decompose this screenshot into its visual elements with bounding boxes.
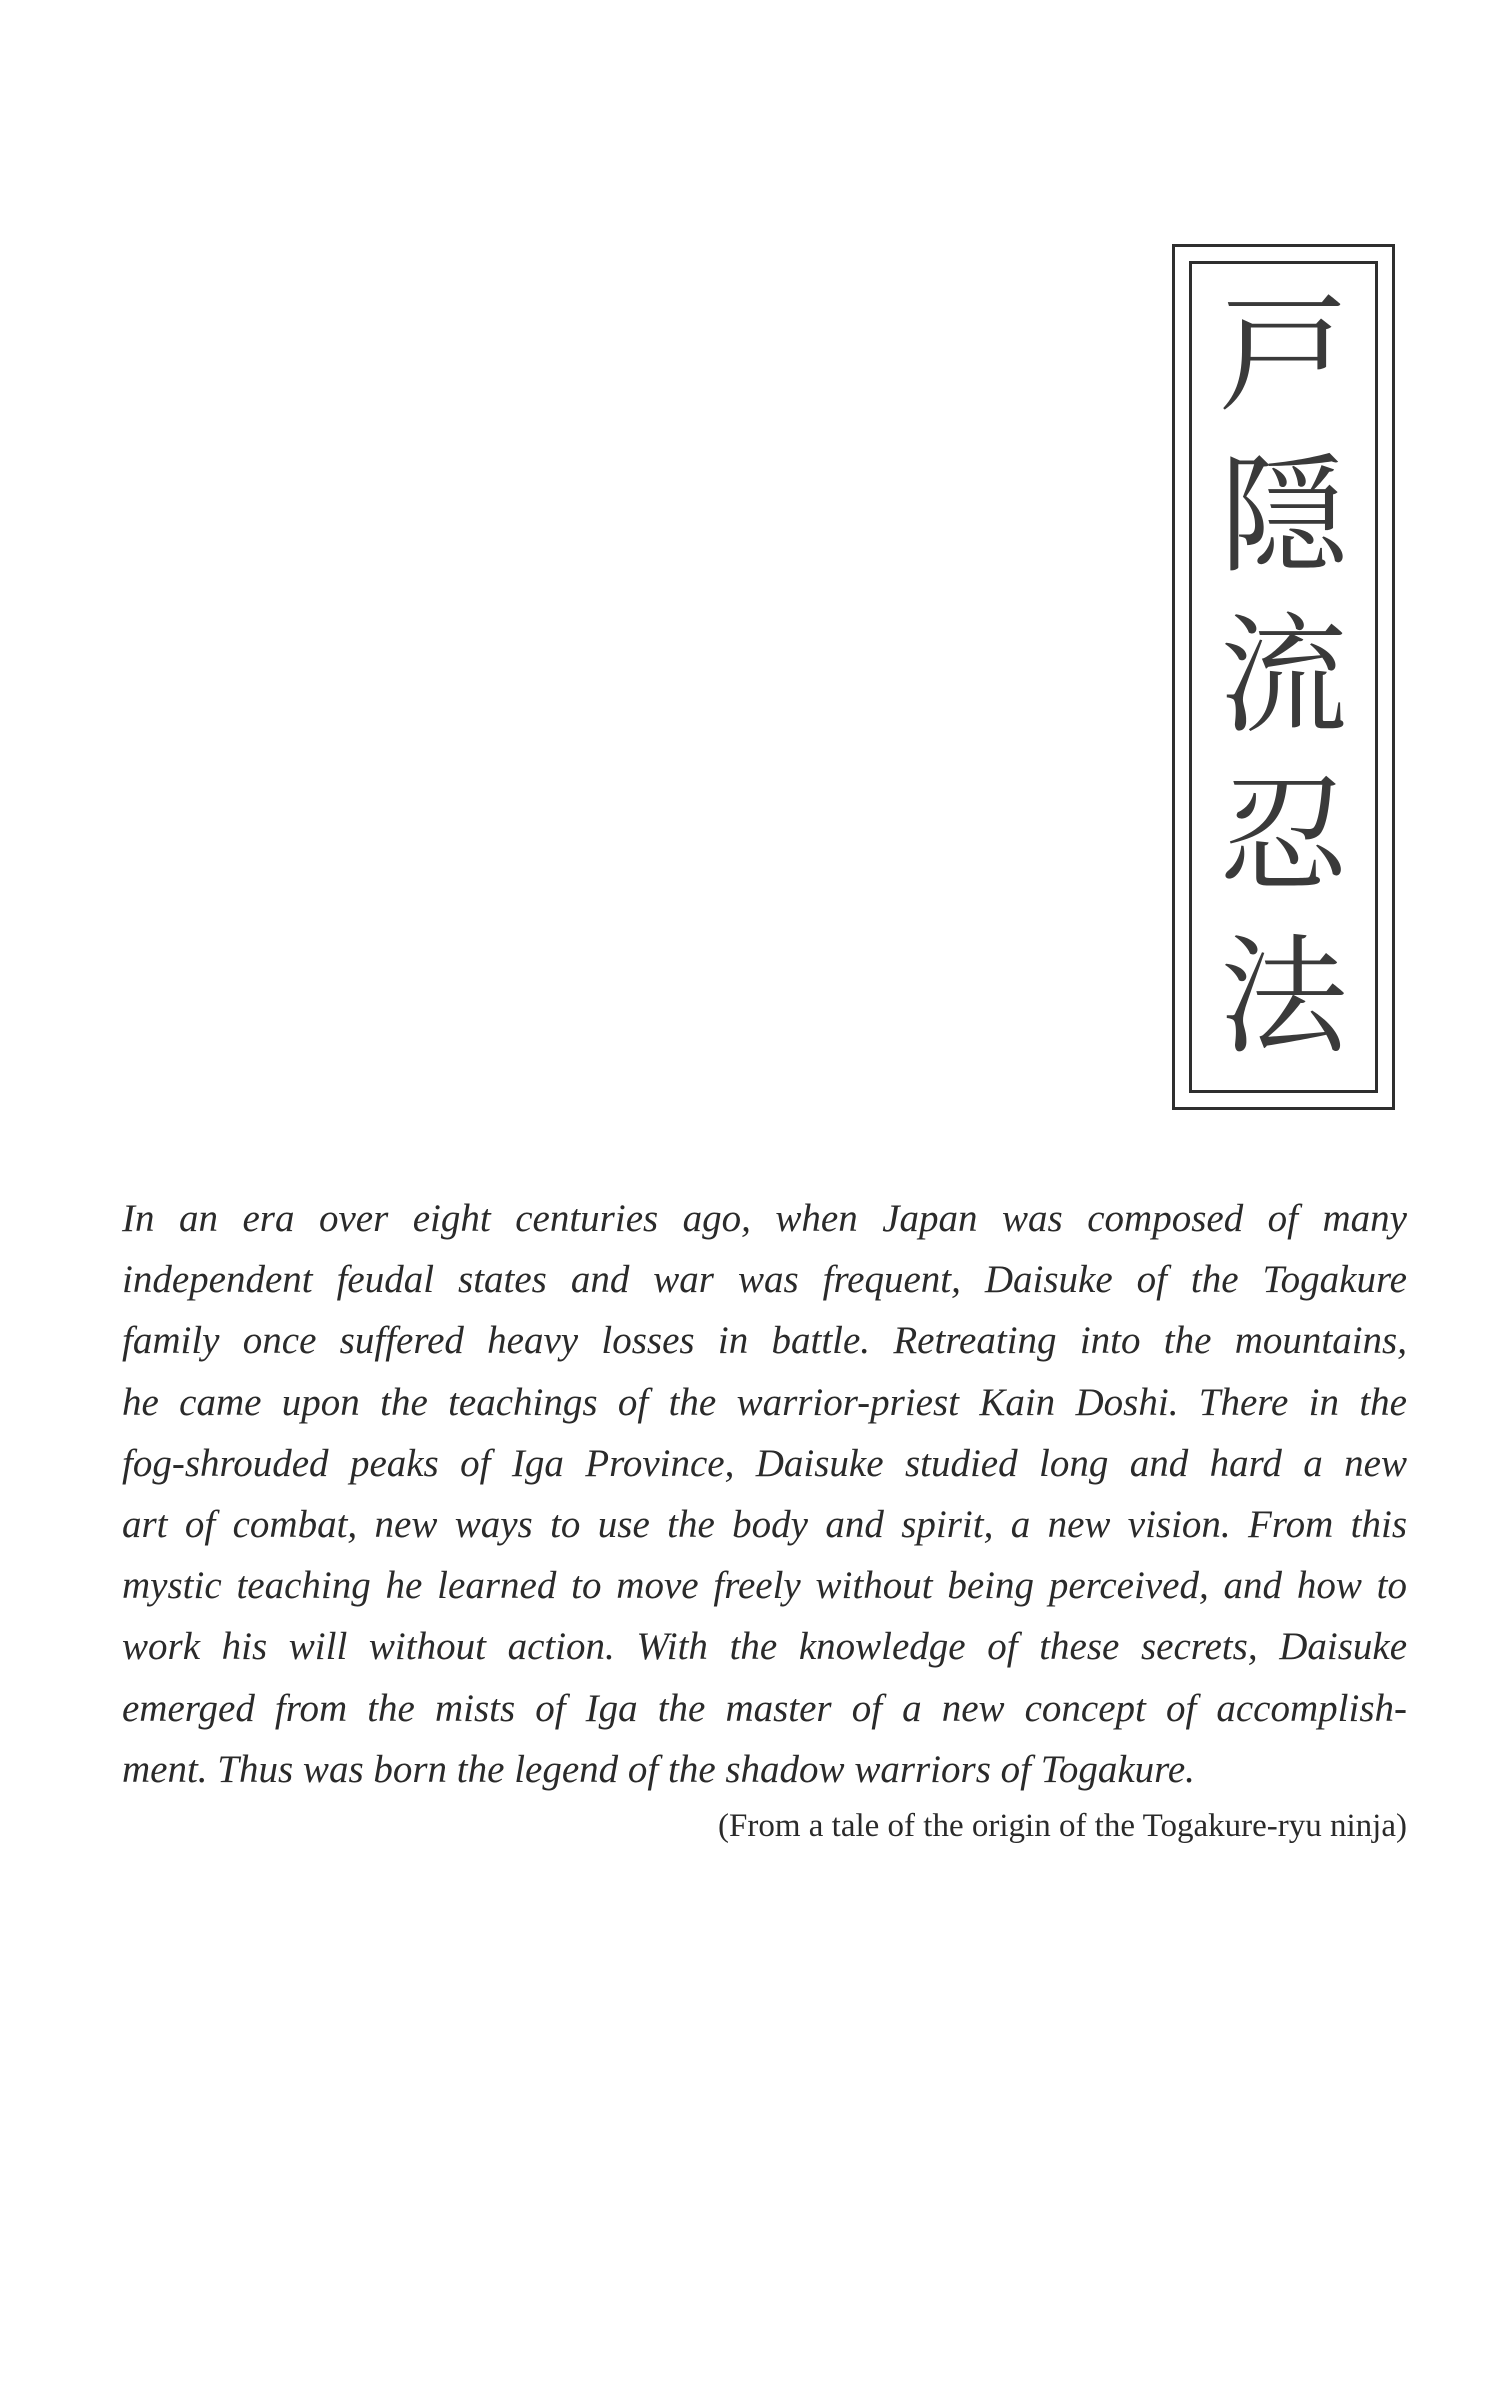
kanji-character: 戸: [1219, 281, 1348, 431]
kanji-character: 流: [1219, 601, 1348, 751]
passage-line: mystic teaching he learned to move freely without being perceived, and how to: [122, 1564, 1407, 1608]
passage-line: emerged from the mists of Iga the master of a new concept of accomplish-: [122, 1686, 1407, 1730]
title-kanji-box: [1172, 244, 1395, 1110]
passage-line: ment. Thus was born the legend of the shadow warriors of Togakure.: [122, 1747, 1195, 1791]
passage-line: he came upon the teachings of the warrior-priest Kain Doshi. There in the: [122, 1380, 1407, 1424]
passage-line: art of combat, new ways to use the body and spirit, a new vision. From this: [122, 1503, 1407, 1547]
kanji-character: 法: [1219, 922, 1348, 1072]
passage-line: family once suffered heavy losses in battle. Retreating into the mountains,: [122, 1319, 1407, 1363]
kanji-character: 隠: [1219, 441, 1348, 591]
passage-line: independent feudal states and war was frequent, Daisuke of the Togakure: [122, 1258, 1407, 1302]
attribution-caption: (From a tale of the origin of the Togakure-ryu ninja): [718, 1808, 1407, 1844]
legend-passage: [122, 1188, 1407, 1800]
passage-line: work his will without action. With the knowledge of these secrets, Daisuke: [122, 1625, 1407, 1669]
passage-line: fog-shrouded peaks of Iga Province, Daisuke studied long and hard a new: [122, 1441, 1407, 1485]
kanji-character: 忍: [1219, 762, 1348, 912]
title-kanji-inner-frame: [1189, 261, 1378, 1093]
passage-line: In an era over eight centuries ago, when Japan was composed of many: [122, 1197, 1407, 1240]
